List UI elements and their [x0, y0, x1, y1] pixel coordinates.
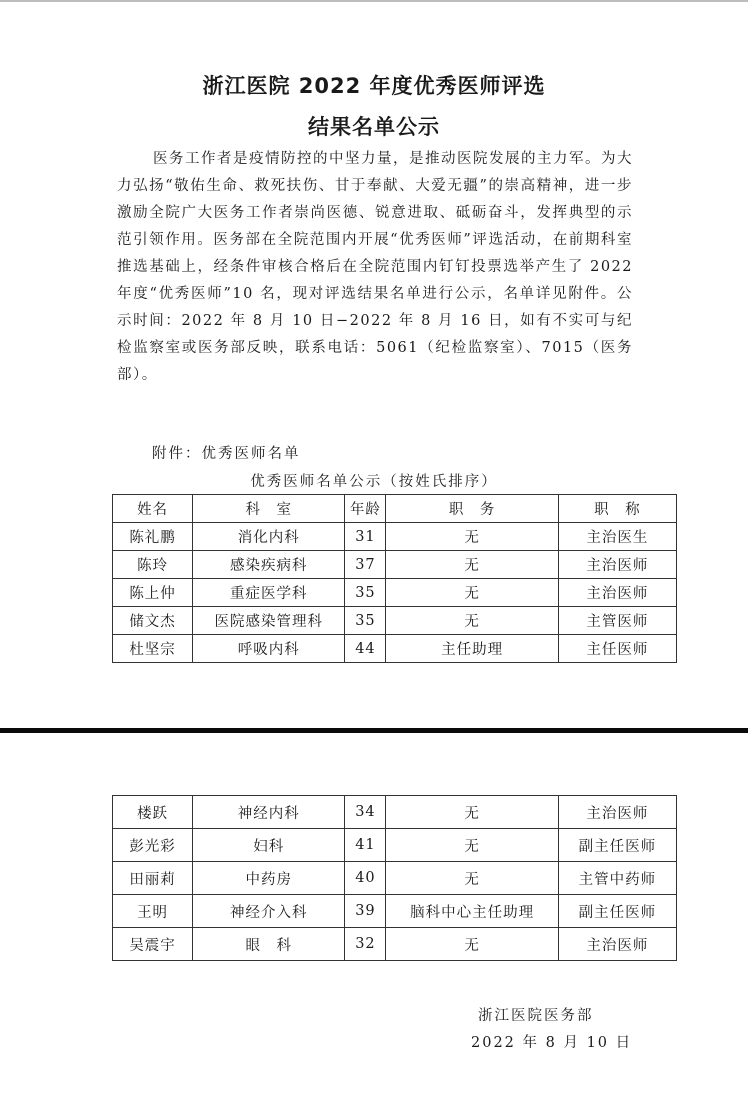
- cell-name: 田丽莉: [113, 862, 193, 895]
- cell-position: 无: [386, 829, 558, 862]
- cell-department: 神经介入科: [193, 895, 345, 928]
- table-row: [113, 523, 677, 551]
- cell-age: 35: [345, 579, 386, 607]
- header-age: 年龄: [345, 495, 386, 523]
- header-title: 职 称: [558, 495, 676, 523]
- cell-age: 37: [345, 551, 386, 579]
- table-row: [113, 796, 677, 829]
- table-row: [113, 579, 677, 607]
- table-header-row: [113, 495, 677, 523]
- cell-position: 无: [386, 551, 558, 579]
- table-row: [113, 635, 677, 663]
- signature-org: 浙江医院医务部: [478, 1008, 594, 1024]
- cell-title: 主治医师: [558, 579, 676, 607]
- signature-date: 2022 年 8 月 10 日: [471, 1035, 633, 1051]
- cell-age: 39: [345, 895, 386, 928]
- cell-position: 主任助理: [386, 635, 558, 663]
- cell-position: 无: [386, 796, 558, 829]
- cell-age: 31: [345, 523, 386, 551]
- cell-title: 主治医师: [558, 551, 676, 579]
- cell-name: 吴震宇: [113, 928, 193, 961]
- doctor-table-page2: [112, 795, 677, 961]
- cell-name: 彭光彩: [113, 829, 193, 862]
- cell-age: 32: [345, 928, 386, 961]
- cell-name: 陈上仲: [113, 579, 193, 607]
- table-row: [113, 829, 677, 862]
- cell-name: 储文杰: [113, 607, 193, 635]
- cell-title: 主治医师: [558, 928, 676, 961]
- cell-name: 陈玲: [113, 551, 193, 579]
- document-title: 浙江医院 2022 年度优秀医师评选: [202, 74, 546, 98]
- doctor-table-page1: [112, 494, 677, 663]
- cell-name: 王明: [113, 895, 193, 928]
- cell-title: 主治医师: [558, 796, 676, 829]
- cell-department: 消化内科: [193, 523, 345, 551]
- cell-position: 无: [386, 579, 558, 607]
- cell-name: 楼跃: [113, 796, 193, 829]
- cell-age: 34: [345, 796, 386, 829]
- header-position: 职 务: [386, 495, 558, 523]
- cell-title: 主任医师: [558, 635, 676, 663]
- page-break-divider: [0, 728, 748, 733]
- attachment-label: 附件：优秀医师名单: [152, 446, 301, 462]
- cell-name: 陈礼鹏: [113, 523, 193, 551]
- announcement-body: 医务工作者是疫情防控的中坚力量，是推动医院发展的主力军。为大力弘扬“敬佑生命、救死扶伤、甘于奉献、大爱无疆”的崇高精神，进一步激励全院广大医务工作者崇尚医德、锐意进取、砥砺奋斗，发挥典型的示范引领作用。医务部在全院范围内开展“优秀医师”评选活动，在前期科室推选基础上，经条件审核合格后在全院范围内钉钉投票选举产生了 2022 年度“优秀医师”10 名，现对评选结果名单进行公示，名单详见附件。公示时间：2022 年 8 月 10 日−2022 年 8 月 16 日，如有不实可与纪检监察室或医务部反映，联系电话：5061（纪检监察室）、7015（医务部）。: [117, 151, 633, 383]
- cell-position: 无: [386, 607, 558, 635]
- cell-department: 重症医学科: [193, 579, 345, 607]
- table-row: [113, 895, 677, 928]
- table-row: [113, 551, 677, 579]
- cell-age: 35: [345, 607, 386, 635]
- cell-department: 妇科: [193, 829, 345, 862]
- cell-age: 41: [345, 829, 386, 862]
- table-caption: 优秀医师名单公示（按姓氏排序）: [250, 474, 498, 490]
- cell-position: 无: [386, 862, 558, 895]
- table-row: [113, 862, 677, 895]
- cell-title: 主管中药师: [558, 862, 676, 895]
- cell-position: 无: [386, 928, 558, 961]
- cell-position: 无: [386, 523, 558, 551]
- cell-department: 医院感染管理科: [193, 607, 345, 635]
- cell-age: 44: [345, 635, 386, 663]
- cell-department: 神经内科: [193, 796, 345, 829]
- top-border-line: [0, 0, 748, 2]
- header-name: 姓名: [113, 495, 193, 523]
- cell-title: 主管医师: [558, 607, 676, 635]
- document-subtitle: 结果名单公示: [308, 115, 440, 139]
- cell-title: 副主任医师: [558, 895, 676, 928]
- cell-department: 中药房: [193, 862, 345, 895]
- table-row: [113, 607, 677, 635]
- table-row: [113, 928, 677, 961]
- cell-department: 呼吸内科: [193, 635, 345, 663]
- cell-department: 感染疾病科: [193, 551, 345, 579]
- header-department: 科 室: [193, 495, 345, 523]
- cell-title: 副主任医师: [558, 829, 676, 862]
- cell-name: 杜坚宗: [113, 635, 193, 663]
- cell-title: 主治医生: [558, 523, 676, 551]
- cell-age: 40: [345, 862, 386, 895]
- cell-position: 脑科中心主任助理: [386, 895, 558, 928]
- cell-department: 眼 科: [193, 928, 345, 961]
